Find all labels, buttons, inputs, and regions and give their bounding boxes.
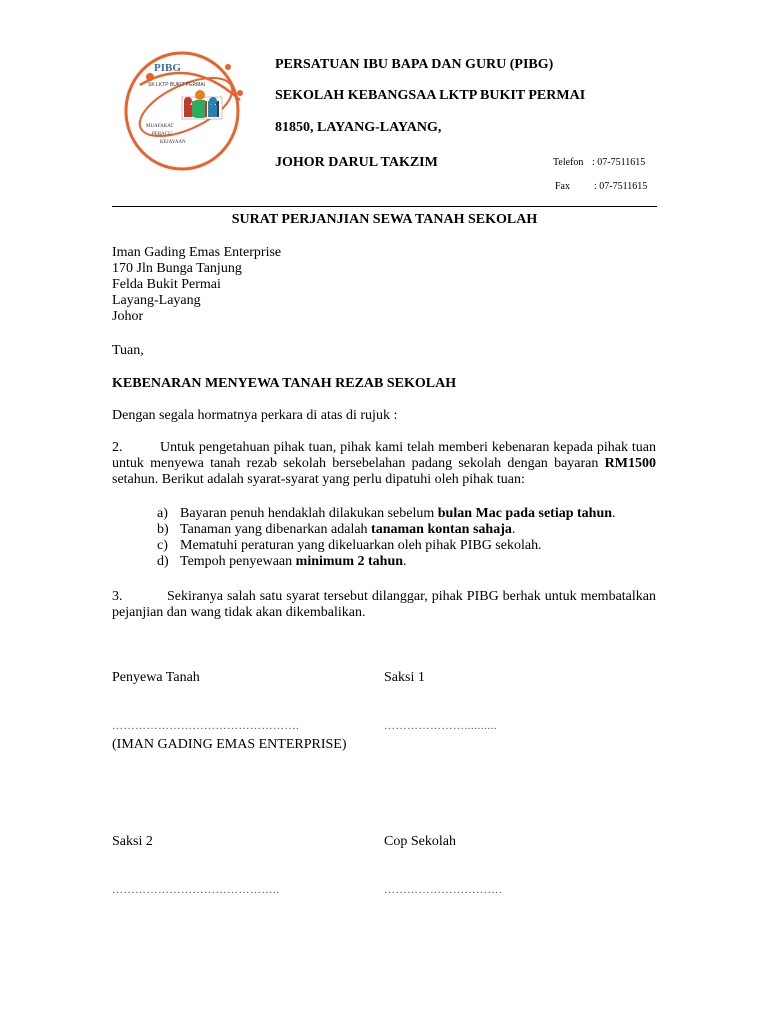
fax-label: Fax: [555, 181, 570, 192]
logo-abbr: PIBG: [154, 62, 181, 74]
pibg-logo: [120, 45, 250, 173]
header-school: SEKOLAH KEBANGSAA LKTP BUKIT PERMAI: [275, 88, 586, 103]
fax-value: : 07-7511615: [594, 181, 648, 192]
recipient-name: Iman Gading Emas Enterprise: [112, 245, 282, 260]
tenant-name: (IMAN GADING EMAS ENTERPRISE): [112, 737, 347, 752]
paragraph-2-text-a: Untuk pengetahuan pihak tuan, pihak kami telah memberi kebenaran kepada pihak tuan untuk menyewa tanah rezab sekolah bersebelahan padang sekolah dengan bayaran: [112, 440, 656, 471]
recipient-line-4: Johor: [112, 309, 144, 324]
condition-item: [157, 554, 616, 570]
tenant-label: Penyewa Tanah: [112, 670, 200, 685]
condition-item: [157, 506, 616, 522]
condition-text: Tanaman yang dibenarkan adalah: [180, 522, 372, 537]
witness-2-label: Saksi 2: [112, 834, 153, 849]
header-divider: [112, 206, 657, 207]
paragraph-3-text: Sekiranya salah satu syarat tersebut dilanggar, pihak PIBG berhak untuk membatalkan pejanjian dan wang tidak akan dikembalikan.: [112, 589, 656, 620]
logo-motto-3: KEJAYAAN: [160, 140, 186, 145]
condition-end: .: [612, 506, 616, 521]
phone-value: : 07-7511615: [592, 157, 646, 168]
condition-label: a): [157, 506, 168, 521]
condition-bold: bulan Mac pada setiap tahun: [437, 506, 613, 521]
condition-bold: tanaman kontan sahaja: [371, 522, 512, 537]
condition-label: c): [157, 538, 168, 553]
witness-1-label: Saksi 1: [384, 670, 425, 685]
condition-label: b): [157, 522, 169, 537]
header-org: PERSATUAN IBU BAPA DAN GURU (PIBG): [275, 57, 554, 72]
recipient-line-2: Felda Bukit Permai: [112, 277, 221, 292]
salutation: Tuan,: [112, 343, 144, 358]
phone-label: Telefon: [553, 157, 584, 168]
condition-text: Tempoh penyewaan: [180, 554, 296, 569]
condition-item: [157, 538, 616, 554]
document-title: SURAT PERJANJIAN SEWA TANAH SEKOLAH: [231, 212, 538, 227]
pibg-logo-graphic: [120, 45, 250, 173]
logo-motto-1: MUAFAKAT: [146, 124, 174, 129]
paragraph-2: [112, 440, 656, 488]
conditions-list: [157, 506, 616, 570]
witness-2-signature-line: ……………………………………..: [112, 884, 280, 896]
recipient-line-3: Layang-Layang: [112, 293, 201, 308]
condition-end: .: [511, 522, 516, 537]
condition-bold: minimum 2 tahun: [295, 554, 404, 569]
subject: KEBENARAN MENYEWA TANAH REZAB SEKOLAH: [112, 376, 457, 391]
paragraph-2-text-b: setahun. Berikut adalah syarat-syarat yang perlu dipatuhi oleh pihak tuan:: [112, 472, 525, 487]
condition-item: [157, 522, 616, 538]
logo-motto-2: PERACU: [152, 132, 172, 137]
intro-text: Dengan segala hormatnya perkara di atas di rujuk :: [112, 408, 398, 423]
paragraph-3-number: 3.: [112, 589, 123, 604]
paragraph-2-number: 2.: [112, 440, 123, 455]
condition-end: .: [403, 554, 407, 569]
school-stamp-line: ………………………….: [384, 884, 503, 896]
tenant-signature-line: ………………………………………….: [112, 720, 300, 732]
condition-text: Mematuhi peraturan yang dikeluarkan oleh pihak PIBG sekolah.: [180, 538, 542, 553]
header-postcode-town: 81850, LAYANG-LAYANG,: [275, 120, 442, 135]
condition-text: Bayaran penuh hendaklah dilakukan sebelum: [180, 506, 438, 521]
recipient-line-1: 170 Jln Bunga Tanjung: [112, 261, 242, 276]
rent-amount: RM1500: [604, 456, 656, 471]
header-state: JOHOR DARUL TAKZIM: [275, 155, 438, 170]
paragraph-3: [112, 589, 656, 621]
witness-1-signature-line: …………………..........: [384, 720, 497, 732]
condition-label: d): [157, 554, 169, 569]
school-stamp-label: Cop Sekolah: [384, 834, 456, 849]
logo-school: SK LKTP BUKIT PERMAI: [148, 82, 206, 88]
